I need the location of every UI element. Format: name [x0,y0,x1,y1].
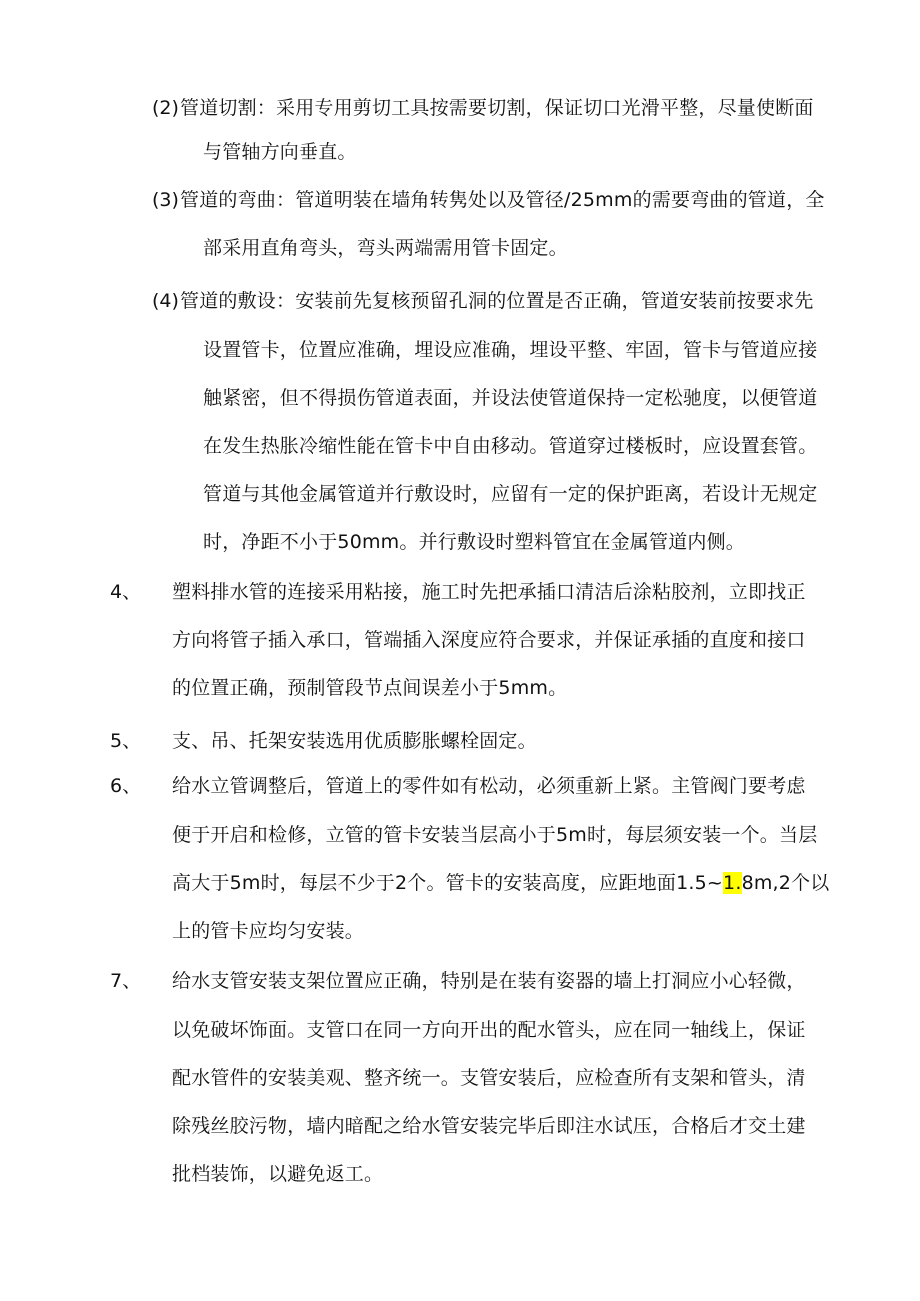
paragraph-line: 方向将管子插入承口，管端插入深度应符合要求，并保证承插的直度和接口 [172,629,806,651]
line-text: 8m,2个以 [741,872,830,894]
paragraph-line: 部采用直角弯头，弯头两端需用管卡固定。 [203,237,568,259]
paragraph-line: 除残丝胶污物，墙内暗配之给水管安装完毕后即注水试压，合格后才交土建 [172,1115,806,1137]
paragraph-line: 上的管卡应均匀安装。 [172,920,365,942]
paragraph-line: 管道的弯曲：管道明装在墙角转隽处以及管径∕25mm的需要弯曲的管道，全 [180,189,825,211]
paragraph-line: 塑料排水管的连接采用粘接，施工时先把承插口清洁后涂粘胶剂，立即找正 [172,581,806,603]
paragraph-line-highlighted [172,871,830,895]
sub-item-label: (2) [152,97,179,119]
item-number: 6、 [110,775,142,797]
paragraph-line: 管道切割：采用专用剪切工具按需要切割，保证切口光滑平整，尽量使断面 [180,97,814,119]
paragraph-line: 与管轴方向垂直。 [203,141,357,163]
highlight-mark: 1. [723,872,742,894]
paragraph-line: 便于开启和检修，立管的管卡安装当层高小于5m时，每层须安装一个。当层 [172,824,818,846]
paragraph-line: 触紧密，但不得损伤管道表面，并设法使管道保持一定松驰度，以便管道 [203,387,818,409]
paragraph-line: 给水支管安装支架位置应正确，特别是在装有姿器的墙上打洞应小心轻微， [172,970,806,992]
paragraph-line: 管道与其他金属管道并行敷设时，应留有一定的保护距离，若设计无规定 [203,483,818,505]
item-number: 7、 [110,970,142,992]
paragraph-line: 在发生热胀冷缩性能在管卡中自由移动。管道穿过楼板时，应设置套管。 [203,435,818,457]
paragraph-line: 支、吊、托架安装选用优质膨胀螺栓固定。 [172,730,537,752]
paragraph-line: 设置管卡，位置应准确，埋设应准确，埋设平整、牢固，管卡与管道应接 [203,339,818,361]
sub-item-label: (4) [152,290,179,312]
paragraph-line: 批档装饰，以避免返工。 [172,1163,384,1185]
paragraph-line: 给水立管调整后，管道上的零件如有松动，必须重新上紧。主管阀门要考虑 [172,775,806,797]
paragraph-line: 管道的敷设：安装前先复核预留孔洞的位置是否正确，管道安装前按要求先 [180,290,814,312]
paragraph-line: 的位置正确，预制管段节点间误差小于5mm。 [172,677,568,699]
sub-item-label: (3) [152,189,179,211]
paragraph-line: 配水管件的安装美观、整齐统一。支管安装后，应检查所有支架和管头，清 [172,1067,806,1089]
item-number: 4、 [110,581,142,603]
paragraph-line: 以免破坏饰面。支管口在同一方向开出的配水管头，应在同一轴线上，保证 [172,1019,806,1041]
item-number: 5、 [110,730,142,752]
line-text: 高大于5m时，每层不少于2个。管卡的安装高度，应距地面1.5~ [172,872,724,894]
paragraph-line: 时，净距不小于50mm。并行敷设时塑料管宜在金属管道内侧。 [203,531,745,553]
